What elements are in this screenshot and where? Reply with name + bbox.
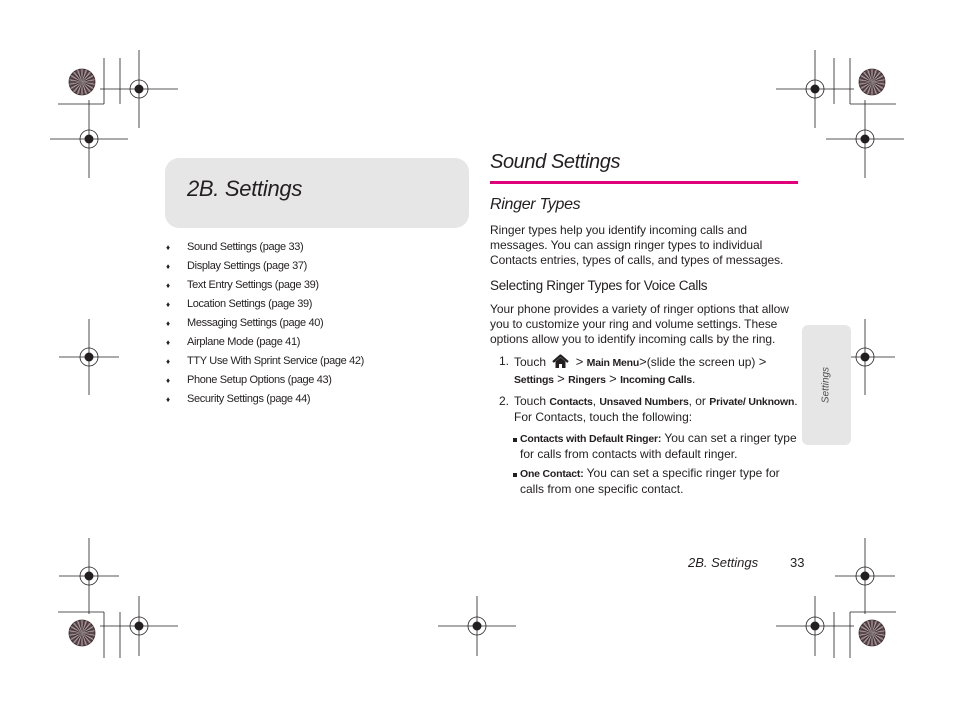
toc-item[interactable] <box>165 315 465 334</box>
diamond-bullet-icon: ♦ <box>166 281 170 290</box>
intro-paragraph: Ringer types help you identify incoming calls and messages. You can assign ringer types to individual Contacts entries, types of calls, and types of messages. <box>490 223 784 267</box>
chapter-title: 2B. Settings <box>187 176 303 201</box>
diamond-bullet-icon: ♦ <box>166 357 170 366</box>
toc-item-label: TTY Use With Sprint Service (page 42) <box>187 355 364 367</box>
step-item <box>490 354 800 388</box>
diamond-bullet-icon: ♦ <box>166 300 170 309</box>
option-label: Contacts with Default Ringer: <box>520 433 662 445</box>
toc-item[interactable] <box>165 391 465 410</box>
toc-item[interactable] <box>165 258 465 277</box>
star-target-icon <box>69 620 95 646</box>
ringer-options-paragraph: Your phone provides a variety of ringer options that allow you to customize your ring and volume settings. These options allow you to identify incoming calls by the ring. <box>490 302 789 346</box>
page-number: 33 <box>790 555 805 570</box>
diamond-bullet-icon: ♦ <box>166 319 170 328</box>
toc-item[interactable] <box>165 277 465 296</box>
diamond-bullet-icon: ♦ <box>166 395 170 404</box>
section-title: Sound Settings <box>490 151 621 173</box>
toc-item-label: Location Settings (page 39) <box>187 298 313 310</box>
option-label: One Contact: <box>520 468 584 480</box>
chapter-header-box <box>165 158 469 228</box>
footer-chapter: 2B. Settings <box>688 555 759 570</box>
registration-mark-icon <box>50 100 128 178</box>
step-number: 1. <box>499 354 510 368</box>
toc-item-label: Airplane Mode (page 41) <box>187 336 301 348</box>
diamond-bullet-icon: ♦ <box>166 376 170 385</box>
contacts-options-list <box>490 431 800 497</box>
step-text: Touch <box>514 394 547 408</box>
option-description: You can set a ringer type for calls from contacts with default ringer. <box>520 431 797 461</box>
step-text: . <box>691 372 696 386</box>
step-text: . For Contacts, touch the following: <box>514 394 798 424</box>
registration-mark-icon <box>835 538 895 614</box>
option-private-unknown: Private/ Unknown <box>709 396 795 408</box>
toc-item[interactable] <box>165 239 465 258</box>
arrow-separator: > <box>575 354 584 369</box>
registration-mark-icon <box>100 596 178 656</box>
option-description: You can set a specific ringer type for calls from one specific contact. <box>520 466 780 496</box>
option-contacts: Contacts <box>549 396 593 408</box>
toc-item[interactable] <box>165 296 465 315</box>
list-item <box>490 431 800 462</box>
square-bullet-icon <box>513 438 517 442</box>
arrow-separator: > <box>639 354 647 369</box>
diamond-bullet-icon: ♦ <box>166 262 170 271</box>
procedure-heading: Selecting Ringer Types for Voice Calls <box>490 278 708 293</box>
subsection-title: Ringer Types <box>490 196 581 213</box>
chapter-toc <box>165 239 465 410</box>
registration-mark-icon <box>59 538 119 614</box>
arrow-separator: > <box>609 371 617 386</box>
star-target-icon <box>859 620 885 646</box>
square-bullet-icon <box>513 473 517 477</box>
star-target-icon <box>69 69 95 95</box>
menu-settings: Settings <box>514 374 554 386</box>
toc-item[interactable] <box>165 372 465 391</box>
registration-mark-icon <box>776 596 854 656</box>
step-item <box>490 394 800 425</box>
list-item <box>490 466 800 497</box>
step-text: , <box>592 394 597 408</box>
home-icon[interactable] <box>552 354 569 369</box>
menu-main-menu: Main Menu <box>586 357 640 369</box>
section-rule <box>490 181 798 184</box>
side-tab-label: Settings <box>820 366 832 404</box>
step-text: Touch <box>514 355 547 369</box>
main-content <box>490 150 800 501</box>
diamond-bullet-icon: ♦ <box>166 338 170 347</box>
toc-item-label: Sound Settings (page 33) <box>187 241 304 253</box>
registration-mark-icon <box>776 50 854 128</box>
arrow-separator: > <box>758 354 767 369</box>
toc-item-label: Security Settings (page 44) <box>187 393 311 405</box>
registration-mark-icon <box>59 319 119 395</box>
step-text: , or <box>688 394 706 408</box>
step-text: (slide the screen up) <box>646 355 756 369</box>
toc-item-label: Text Entry Settings (page 39) <box>187 279 319 291</box>
toc-item[interactable] <box>165 353 465 372</box>
registration-mark-icon <box>826 100 904 178</box>
arrow-separator: > <box>557 371 565 386</box>
diamond-bullet-icon: ♦ <box>166 243 170 252</box>
toc-item-label: Phone Setup Options (page 43) <box>187 374 332 386</box>
toc-item-label: Messaging Settings (page 40) <box>187 317 324 329</box>
star-target-icon <box>859 69 885 95</box>
step-number: 2. <box>499 394 510 408</box>
option-unsaved-numbers: Unsaved Numbers <box>599 396 689 408</box>
side-thumb-tab <box>802 325 851 445</box>
menu-incoming-calls: Incoming Calls <box>620 374 692 386</box>
menu-ringers: Ringers <box>568 374 606 386</box>
toc-item-label: Display Settings (page 37) <box>187 260 307 272</box>
registration-mark-icon <box>100 50 178 128</box>
steps-list <box>490 354 800 425</box>
toc-item[interactable] <box>165 334 465 353</box>
registration-mark-icon <box>438 596 516 656</box>
